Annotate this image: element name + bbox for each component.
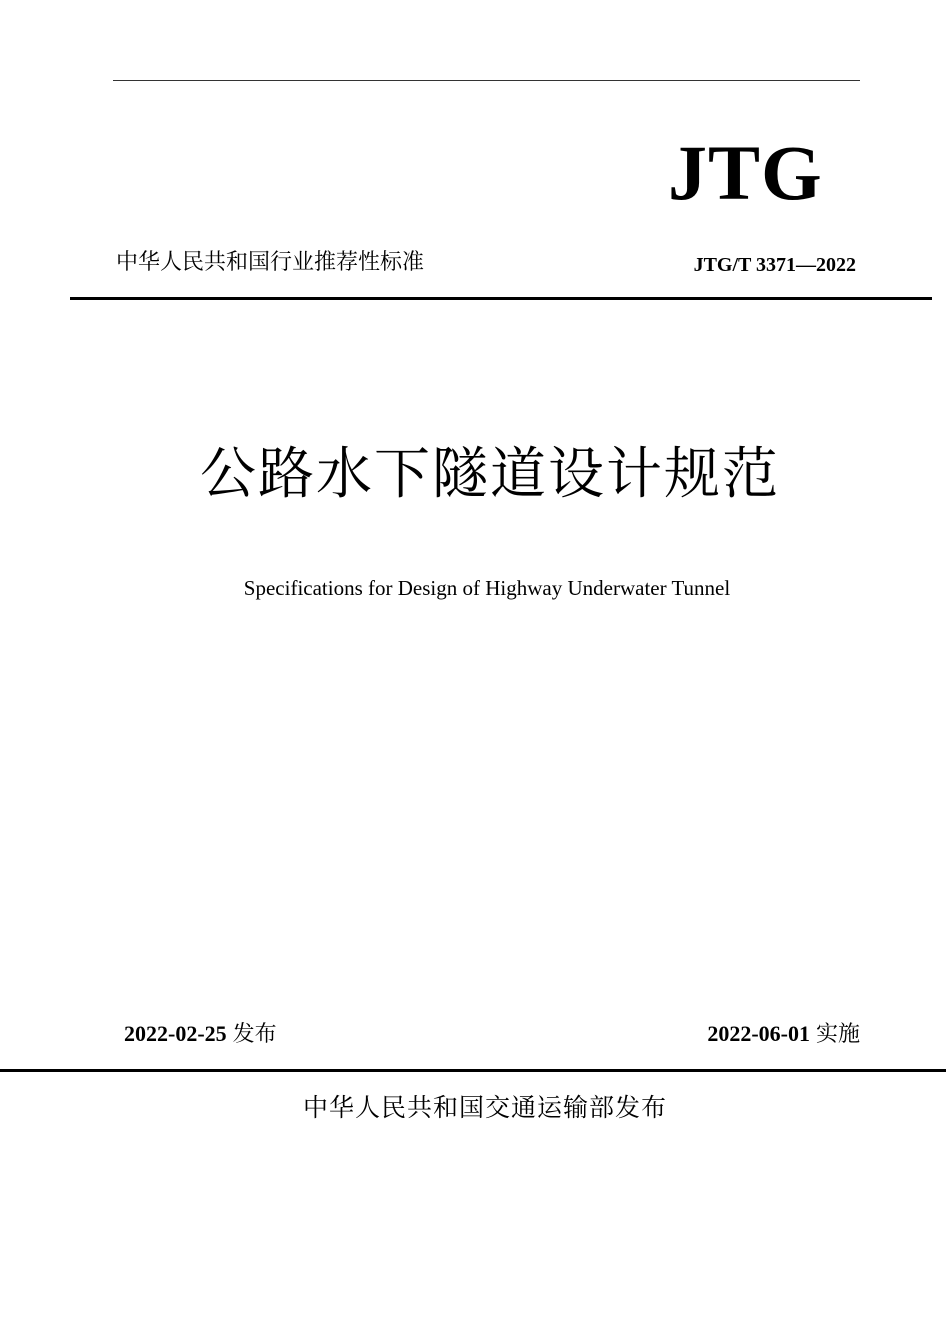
standard-code: JTG/T 3371—2022 [693,254,856,276]
document-title-chinese: 公路水下隧道设计规范 [200,442,780,507]
header-divider [70,297,932,300]
issue-label: 发布 [232,1022,277,1047]
footer-divider [0,1069,946,1072]
document-title-english: Specifications for Design of Highway Underwater Tunnel [243,576,731,600]
issue-date: 2022-02-25 [124,1021,227,1046]
standard-category: 中华人民共和国行业推荐性标准 [116,250,425,275]
effective-date: 2022-06-01 [707,1021,810,1046]
publisher: 中华人民共和国交通运输部发布 [302,1093,667,1122]
effective-label: 实施 [815,1022,860,1047]
top-rule [113,80,860,81]
effective-date-line [707,1018,860,1051]
issue-date-line [124,1018,277,1051]
jtg-logo: JTG [668,129,823,216]
